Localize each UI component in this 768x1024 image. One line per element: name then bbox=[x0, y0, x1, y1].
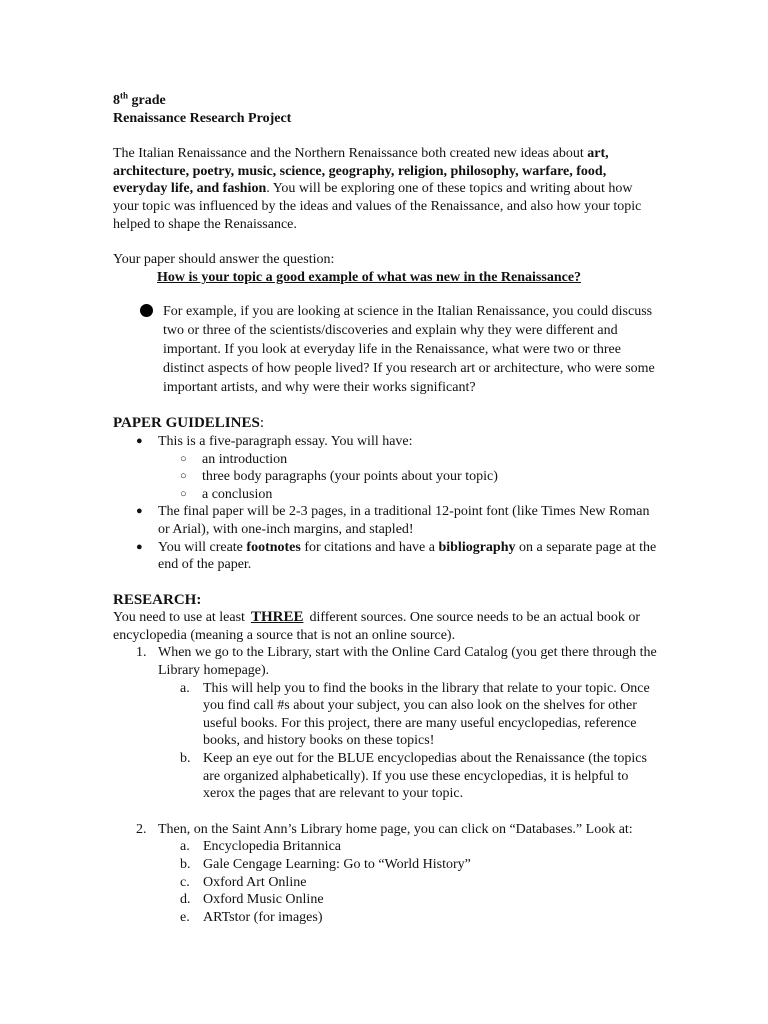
list-item: ○ an introduction bbox=[158, 451, 658, 469]
list-item: 2. Then, on the Saint Ann’s Library home page, you can click on “Databases.” Look at: a. Encyclopedia Britannica b. Gale Cengage Learning: Go to “World History” c. Oxford Art Online d. Oxford Music Online e. ARTstor (for images) bbox=[113, 821, 658, 927]
list-item: ○ a conclusion bbox=[158, 486, 658, 504]
list-item: c. Oxford Art Online bbox=[180, 874, 307, 890]
research-paragraph: You need to use at least THREE different sources. One source needs to be an actual book or encyclopedia (meaning a source that is not an online source). bbox=[113, 609, 641, 643]
list-item: d. Oxford Music Online bbox=[180, 892, 324, 908]
catalog-tips-list bbox=[158, 680, 658, 803]
document-page bbox=[113, 92, 658, 926]
example-bullet bbox=[113, 302, 658, 397]
grade-heading: 8th grade bbox=[113, 90, 166, 108]
research-heading: RESEARCH: bbox=[113, 591, 202, 608]
list-item: a. Encyclopedia Britannica bbox=[180, 839, 341, 855]
list-item: ○ three body paragraphs (your points about your topic) bbox=[158, 468, 658, 486]
essay-parts-list bbox=[158, 451, 658, 504]
guidelines-heading: PAPER GUIDELINES: bbox=[113, 415, 265, 432]
essential-question: How is your topic a good example of what was new in the Renaissance? bbox=[157, 269, 582, 285]
databases-list bbox=[158, 838, 658, 926]
guidelines-list bbox=[113, 433, 658, 574]
list-item: b. Gale Cengage Learning: Go to “World History” bbox=[180, 857, 471, 872]
list-item: a. This will help you to find the books in the library that relate to your topic. Once you find call #s about your subject, you can also look on the shelves for other useful books. For this project, there are many useful encyclopedias, reference books, and history books on these topics! bbox=[180, 680, 650, 749]
three-emphasis: THREE bbox=[250, 609, 304, 626]
example-text: For example, if you are looking at science in the Italian Renaissance, you could discuss two or three of the scientists/discoveries and explain why they were different and important. If you look at everyday life in the Renaissance, what were two or three distinct aspects of how people lived? If you research art or architecture, who were some important artists, and why were their works significant? bbox=[163, 304, 655, 396]
list-item: ● The final paper will be 2-3 pages, in a traditional 12-point font (like Times New Roman or Arial), with one-inch margins, and stapled! bbox=[113, 503, 658, 538]
list-item: ● This is a five-paragraph essay. You will have: ○ an introduction ○ three body paragraphs (your points about your topic) ○ a conclusion bbox=[113, 433, 658, 503]
bullet-icon bbox=[140, 304, 153, 317]
list-item: 1. When we go to the Library, start with the Online Card Catalog (you get there through the Library homepage). a. This will help you to find the books in the library that relate to your topic. Once you find call #s about your subject, you can also look on the shelves for other useful books. For this project, there are many useful encyclopedias, reference books, and history books on these topics! b. Keep an eye out for the BLUE encyclopedias about the Renaissance (the topics are organized alphabetically). If you use these encyclopedias, it is helpful to xerox the pages that are relevant to your topic. bbox=[136, 645, 657, 802]
research-steps bbox=[113, 644, 658, 926]
intro-paragraph: The Italian Renaissance and the Northern Renaissance both created new ideas about art, architecture, poetry, music, science, geography, religion, philosophy, warfare, food, everyday life, and fashion. You will be exploring one of these topics and writing about how your topic was influenced by the ideas and values of the Renaissance, and also how your topic helped to shape the Renaissance. bbox=[113, 146, 642, 232]
list-item: b. Keep an eye out for the BLUE encyclopedias about the Renaissance (the topics are organized alphabetically). If you use these encyclopedias, it is helpful to xerox the pages that are relevant to your topic. bbox=[180, 751, 647, 802]
list-item: e. ARTstor (for images) bbox=[180, 909, 323, 925]
list-item: ● You will create footnotes for citations and have a bibliography on a separate page at the end of the paper. bbox=[113, 539, 658, 574]
question-lead: Your paper should answer the question: bbox=[113, 252, 335, 268]
project-title: Renaissance Research Project bbox=[113, 110, 292, 126]
